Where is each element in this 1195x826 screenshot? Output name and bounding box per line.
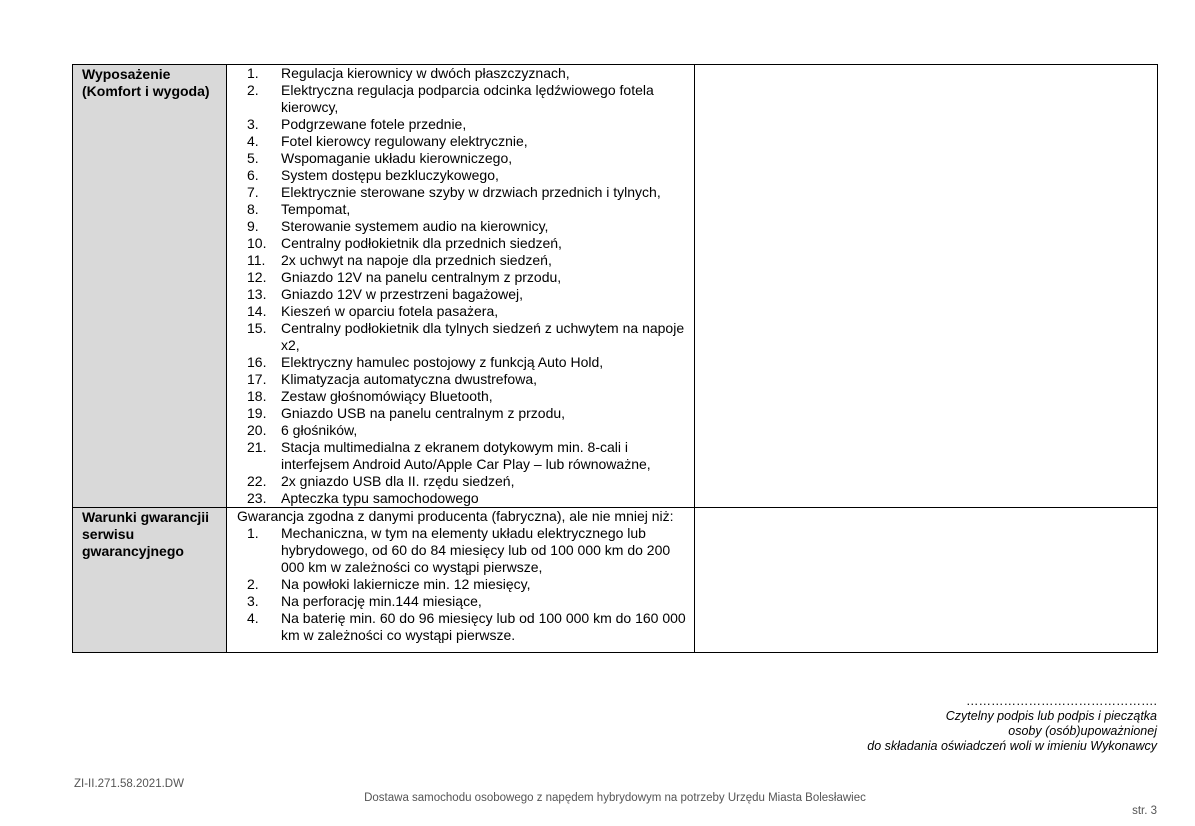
label-line: serwisu [82,526,135,542]
list-item-number: 10. [247,235,267,251]
list-item-text: Wspomaganie układu kierowniczego, [281,150,513,166]
list-item-number: 5. [247,150,259,166]
list-item-text: 2x gniazdo USB dla II. rzędu siedzeń, [281,473,515,489]
response-cell[interactable] [695,65,1158,508]
list-item-text: Mechaniczna, w tym na elementy układu elektrycznego lub hybrydowego, od 60 do 84 miesięcy lub od 100 000 km do 200 000 km w zależności co wystąpi pierwsze, [281,525,671,575]
list-item [237,439,694,473]
list-item-number: 2. [247,576,259,592]
list-item [237,269,694,286]
list-item-number: 1. [247,65,259,81]
list-item [237,405,694,422]
equipment-list-cell [227,65,695,508]
list-item-text: Stacja multimedialna z ekranem dotykowym min. 8-cali i interfejsem Android Auto/Apple Car Play – lub równoważne, [281,439,651,472]
list-item-number: 16. [247,354,267,370]
list-item-number: 4. [247,133,259,149]
list-item-number: 1. [247,525,259,541]
list-item-text: Elektryczna regulacja podparcia odcinka lędźwiowego fotela kierowcy, [281,82,654,115]
list-item-number: 21. [247,439,267,455]
list-item-text: Na perforację min.144 miesiące, [281,593,482,609]
list-item [237,388,694,405]
list-item [237,610,694,644]
list-item-text: Regulacja kierownicy w dwóch płaszczyznach, [281,65,570,81]
list-item-number: 3. [247,116,259,132]
list-item [237,371,694,388]
list-item [237,354,694,371]
list-item-text: Gniazdo USB na panelu centralnym z przodu, [281,405,566,421]
table-row [73,65,1158,508]
list-item-number: 12. [247,269,267,285]
list-item [237,422,694,439]
list-item-number: 9. [247,218,259,234]
list-item-text: Centralny podłokietnik dla przednich siedzeń, [281,235,562,251]
signature-line: ………………………………………. [966,694,1157,708]
list-item-text: Zestaw głośnomówiący Bluetooth, [281,388,493,404]
list-item-text: Na baterię min. 60 do 96 miesięcy lub od 100 000 km do 160 000 km w zależności co wystąpi pierwsze. [281,610,686,643]
list-item [237,116,694,133]
list-item-number: 20. [247,422,267,438]
row-label-equipment [73,65,227,508]
list-item-number: 8. [247,201,259,217]
list-item [237,65,694,82]
label-line: Wyposażenie [82,66,171,82]
list-item-number: 19. [247,405,267,421]
list-item-text: 2x uchwyt na napoje dla przednich siedzeń, [281,252,552,268]
list-item [237,303,694,320]
list-item-number: 2. [247,82,259,98]
list-item-text: Podgrzewane fotele przednie, [281,116,467,132]
list-item-text: Elektryczny hamulec postojowy z funkcją Auto Hold, [281,354,604,370]
list-item [237,576,694,593]
list-item [237,593,694,610]
list-item-text: Apteczka typu samochodowego [281,490,479,506]
list-item-number: 15. [247,320,267,336]
list-item-number: 17. [247,371,267,387]
list-item-text: Gniazdo 12V w przestrzeni bagażowej, [281,286,524,302]
signature-caption: do składania oświadczeń woli w imieniu Wykonawcy [867,739,1157,753]
footer-title: Dostawa samochodu osobowego z napędem hybrydowym na potrzeby Urzędu Miasta Bolesławiec [364,792,866,804]
list-item-text: Fotel kierowcy regulowany elektrycznie, [281,133,528,149]
list-item-number: 13. [247,286,267,302]
list-item-number: 14. [247,303,267,319]
list-item-number: 6. [247,167,259,183]
label-line: gwarancyjnego [82,543,184,559]
signature-caption: Czytelny podpis lub podpis i pieczątka [945,709,1157,723]
signature-caption: osoby (osób)upoważnionej [1008,724,1157,738]
specification-table [72,64,1158,653]
list-item-number: 7. [247,184,259,200]
label-line: (Komfort i wygoda) [82,83,210,99]
list-item [237,252,694,269]
list-item [237,320,694,354]
warranty-intro: Gwarancja zgodna z danymi producenta (fabryczna), ale nie mniej niż: [237,508,674,524]
list-item [237,82,694,116]
warranty-list [237,525,694,652]
list-item [237,150,694,167]
list-item-text: Kieszeń w oparciu fotela pasażera, [281,303,499,319]
list-item-number: 11. [247,252,266,268]
signature-block [867,694,1157,754]
list-item [237,184,694,201]
equipment-list [237,65,694,507]
warranty-list-cell [227,508,695,653]
list-item-text: Na powłoki lakiernicze min. 12 miesięcy, [281,576,531,592]
list-item [237,525,694,576]
list-item-text: System dostępu bezkluczykowego, [281,167,499,183]
list-item-number: 22. [247,473,267,489]
list-item [237,167,694,184]
list-item [237,133,694,150]
row-label-warranty [73,508,227,653]
list-item-number: 3. [247,593,259,609]
document-reference: ZI-II.271.58.2021.DW [74,778,184,790]
list-item-number: 23. [247,490,267,506]
list-item-text: Sterowanie systemem audio na kierownicy, [281,218,549,234]
list-item [237,473,694,490]
list-item-text: Klimatyzacja automatyczna dwustrefowa, [281,371,537,387]
list-item-text: Elektrycznie sterowane szyby w drzwiach przednich i tylnych, [281,184,661,200]
label-line: Warunki gwarancjii [82,509,210,525]
list-item [237,201,694,218]
page-number: str. 3 [1132,805,1157,817]
table-row [73,508,1158,653]
list-item-text: 6 głośników, [281,422,358,438]
list-item [237,235,694,252]
response-cell[interactable] [695,508,1158,653]
list-item-text: Centralny podłokietnik dla tylnych siedzeń z uchwytem na napoje x2, [281,320,685,353]
list-item-text: Gniazdo 12V na panelu centralnym z przodu, [281,269,562,285]
list-item-text: Tempomat, [281,201,351,217]
list-item [237,218,694,235]
list-item [237,490,694,507]
list-item [237,286,694,303]
list-item-number: 4. [247,610,259,626]
list-item-number: 18. [247,388,267,404]
